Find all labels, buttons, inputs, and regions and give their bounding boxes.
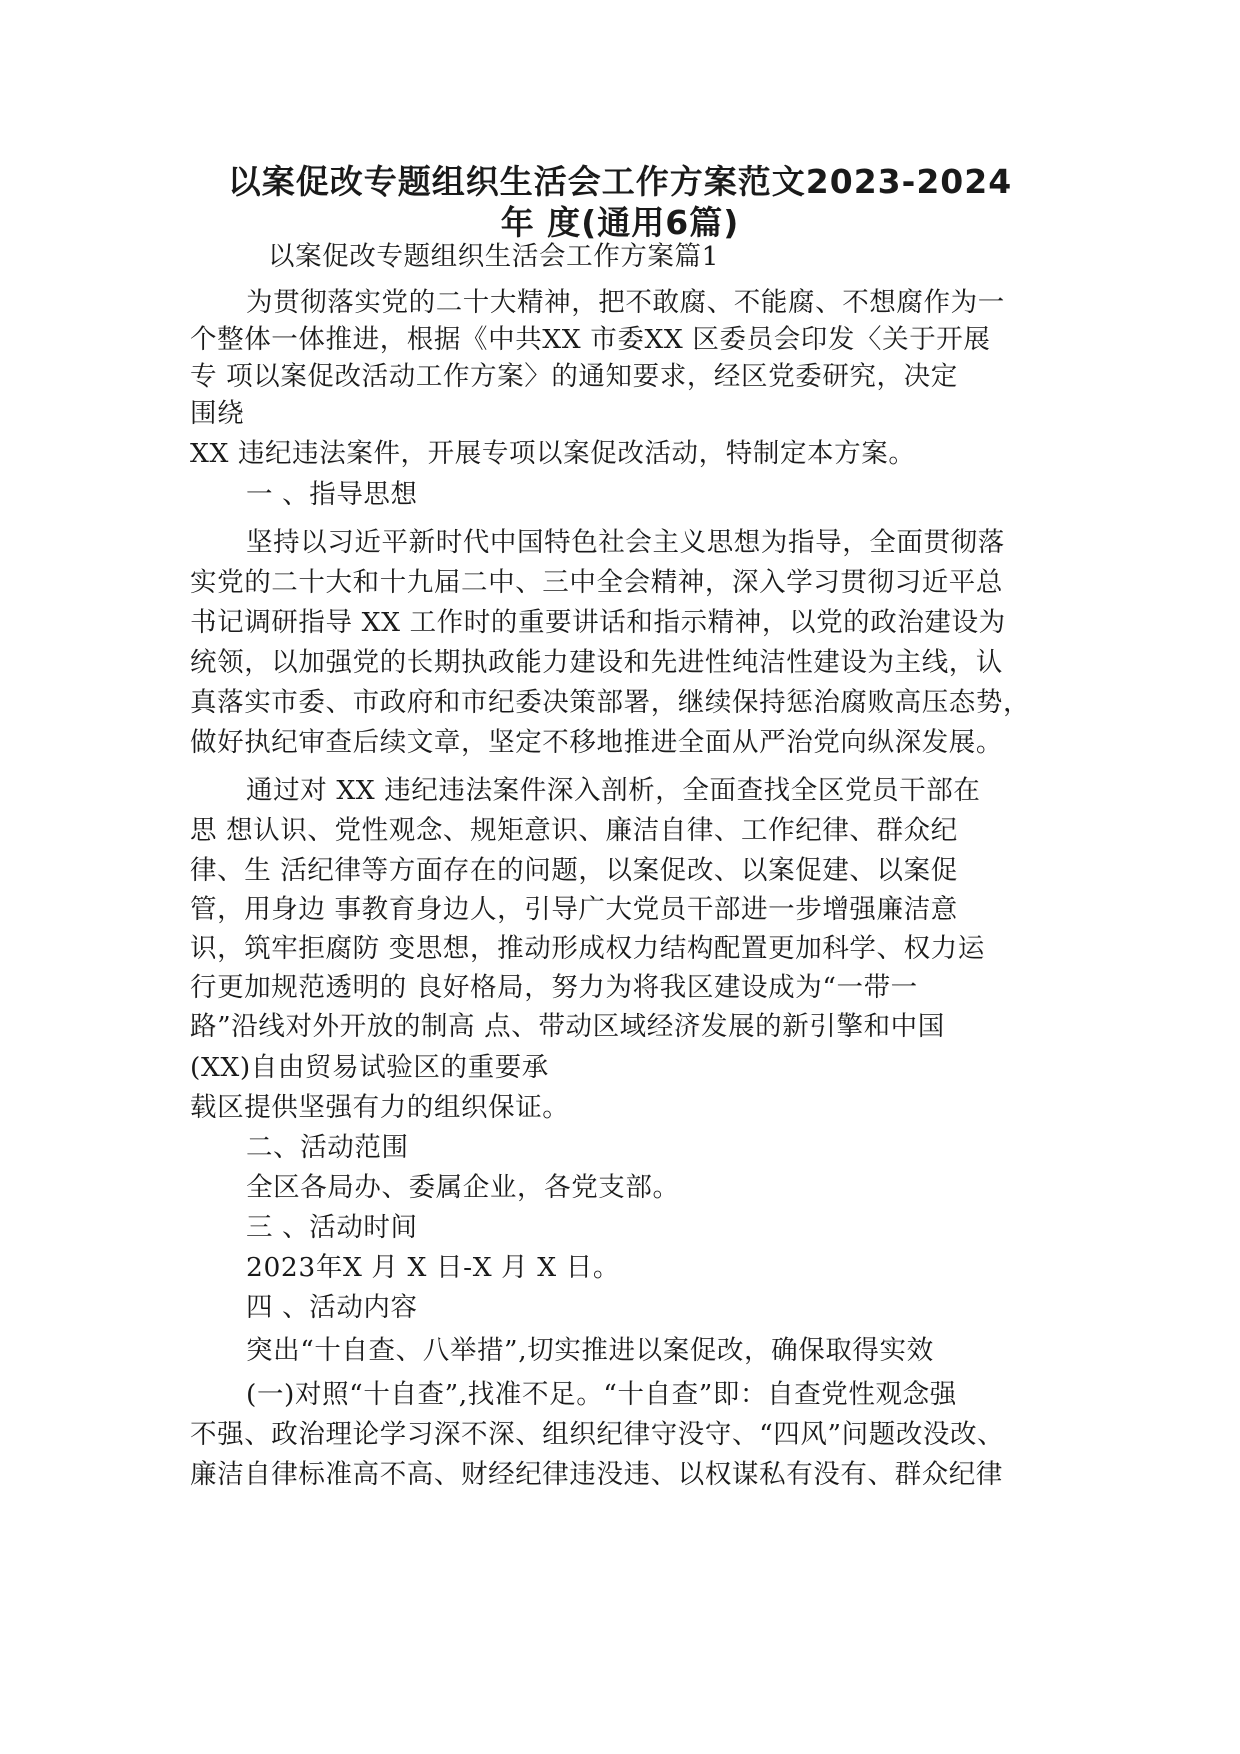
paragraph-line: 突出“十自查、八举措”,切实推进以案促改，确保取得实效: [246, 1335, 934, 1366]
paragraph-line: 通过对 XX 违纪违法案件深入剖析，全面查找全区党员干部在: [246, 775, 981, 806]
paragraph-line: 载区提供坚强有力的组织保证。: [190, 1092, 570, 1123]
paragraph-line: 行更加规范透明的 良好格局，努力为将我区建设成为“一带一: [190, 972, 918, 1003]
paragraph-line: 思 想认识、党性观念、规矩意识、廉洁自律、工作纪律、群众纪: [190, 815, 958, 846]
heading-activity-scope: 二、活动范围: [246, 1132, 409, 1163]
heading-guiding-thought: 一 、指导思想: [246, 479, 418, 510]
paragraph-line: XX 违纪违法案件，开展专项以案促改活动，特制定本方案。: [190, 438, 916, 469]
paragraph-line: 书记调研指导 XX 工作时的重要讲话和指示精神，以党的政治建设为: [190, 607, 1006, 638]
paragraph-line: (XX)自由贸易试验区的重要承: [190, 1052, 549, 1083]
paragraph-line: 实党的二十大和十九届二中、三中全会精神，深入学习贯彻习近平总: [190, 567, 1003, 598]
paragraph-line: 律、生 活纪律等方面存在的问题，以案促改、以案促建、以案促: [190, 855, 958, 886]
paragraph-line: 做好执纪审查后续文章，坚定不移地推进全面从严治党向纵深发展。: [190, 727, 1003, 758]
document-title-line-2: 年 度(通用6篇): [500, 203, 740, 242]
paragraph-line: 管，用身边 事教育身边人，引导广大党员干部进一步增强廉洁意: [190, 894, 958, 925]
paragraph-line: 围绕: [190, 398, 245, 429]
heading-activity-time: 三 、活动时间: [246, 1212, 418, 1243]
paragraph-line: (一)对照“十自查”,找准不足。“十自查”即：自查党性观念强: [246, 1379, 957, 1410]
document-title-line-1: 以案促改专题组织生活会工作方案范文2023-2024: [227, 162, 1013, 201]
paragraph-line: 坚持以习近平新时代中国特色社会主义思想为指导，全面贯彻落: [246, 527, 1005, 558]
paragraph-line: 专 项以案促改活动工作方案〉的通知要求，经区党委研究，决定: [190, 361, 958, 392]
section-title: 以案促改专题组织生活会工作方案篇1: [268, 241, 720, 272]
paragraph-line: 2023年X 月 X 日-X 月 X 日。: [246, 1252, 620, 1283]
paragraph-line: 识，筑牢拒腐防 变思想，推动形成权力结构配置更加科学、权力运: [190, 933, 985, 964]
paragraph-line: 真落实市委、市政府和市纪委决策部署，继续保持惩治腐败高压态势，: [190, 687, 1031, 718]
paragraph-line: 个整体一体推进，根据《中共XX 市委XX 区委员会印发〈关于开展: [190, 324, 991, 355]
heading-activity-content: 四 、活动内容: [246, 1292, 418, 1323]
paragraph-line: 统领，以加强党的长期执政能力建设和先进性纯洁性建设为主线，认: [190, 647, 1003, 678]
paragraph-line: 路”沿线对外开放的制高 点、带动区域经济发展的新引擎和中国: [190, 1011, 945, 1042]
paragraph-line: 全区各局办、委属企业，各党支部。: [246, 1172, 680, 1203]
paragraph-line: 不强、政治理论学习深不深、组织纪律守没守、“四风”问题改没改、: [190, 1419, 1005, 1450]
paragraph-line: 为贯彻落实党的二十大精神，把不敢腐、不能腐、不想腐作为一: [246, 287, 1005, 318]
paragraph-line: 廉洁自律标准高不高、财经纪律违没违、以权谋私有没有、群众纪律: [190, 1459, 1003, 1490]
